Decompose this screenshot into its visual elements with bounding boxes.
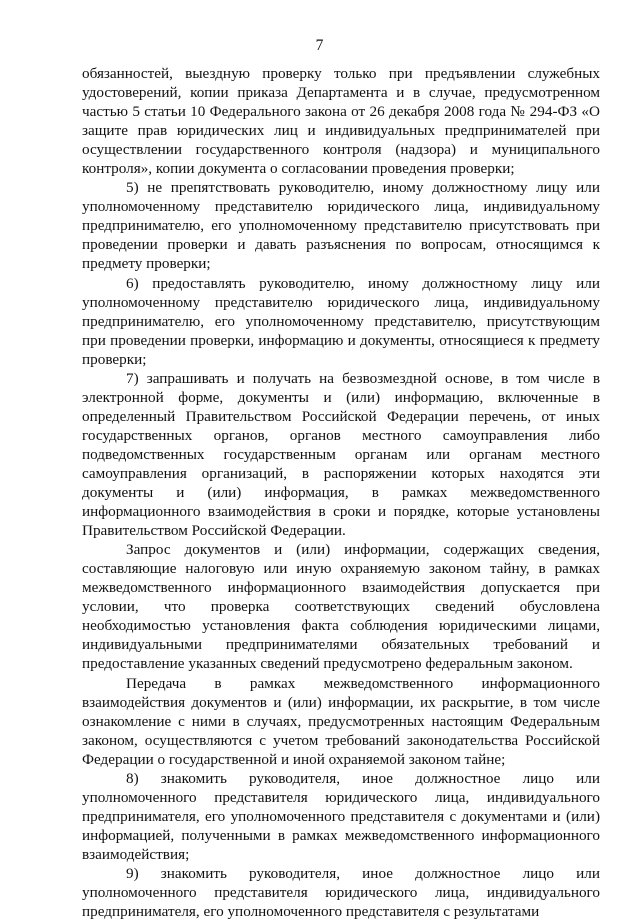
paragraph-item-5: 5) не препятствовать руководителю, иному должностному лицу или уполномоченному представителю юридического лица, индивидуальному предпринимателю, его уполномоченному представителю присутствовать при проведении проверки и давать разъяснения по вопросам, относящимся к предмету проверки;	[82, 179, 600, 273]
paragraph-item-7: 7) запрашивать и получать на безвозмездной основе, в том числе в электронной форме, документы и (или) информацию, включенные в определенный Правительством Российской Федерации перечень, от иных государственных органов, органов местного самоуправления либо подведомственных государственным органам или органам местного самоуправления организаций, в распоряжении которых находятся эти документы и (или) информация, в рамках межведомственного информационного взаимодействия в сроки и порядке, которые установлены Правительством Российской Федерации.	[82, 369, 600, 540]
paragraph-transfer-documents: Передача в рамках межведомственного информационного взаимодействия документов и (или) информации, их раскрытие, в том числе ознакомление с ними в случаях, предусмотренных настоящим Федеральным законом, осуществляются с учетом требований законодательства Российской Федерации о государственной и иной охраняемой законом тайне;	[82, 674, 600, 768]
paragraph-request-documents: Запрос документов и (или) информации, содержащих сведения, составляющие налоговую или иную охраняемую законом тайну, в рамках межведомственного информационного взаимодействия допускается при условии, что проверка соответствующих сведений обусловлена необходимостью установления факта соблюдения юридическими лицами, индивидуальными предпринимателями обязательных требований и предоставление указанных сведений предусмотрено федеральным законом.	[82, 541, 600, 673]
body-text	[82, 64, 600, 921]
page-number: 7	[315, 37, 324, 54]
paragraph-item-6: 6) предоставлять руководителю, иному должностному лицу или уполномоченному представителю юридического лица, индивидуальному предпринимателю, его уполномоченному представителю, присутствующим при проведении проверки, информацию и документы, относящиеся к предмету проверки;	[82, 274, 600, 368]
paragraph-continuation: обязанностей, выездную проверку только при предъявлении служебных удостоверений, копии приказа Департамента и в случае, предусмотренном частью 5 статьи 10 Федерального закона от 26 декабря 2008 года № 294-ФЗ «О защите прав юридических лиц и индивидуальных предпринимателей при осуществлении государственного контроля (надзора) и муниципального контроля», копии документа о согласовании проведения проверки;	[82, 65, 600, 178]
paragraph-item-9: 9) знакомить руководителя, иное должностное лицо или уполномоченного представителя юридического лица, индивидуального предпринимателя, его уполномоченного представителя с результатами	[82, 864, 600, 921]
paragraph-item-8: 8) знакомить руководителя, иное должностное лицо или уполномоченного представителя юридического лица, индивидуального предпринимателя, его уполномоченного представителя с документами и (или) информацией, полученными в рамках межведомственного информационного взаимодействия;	[82, 769, 600, 863]
